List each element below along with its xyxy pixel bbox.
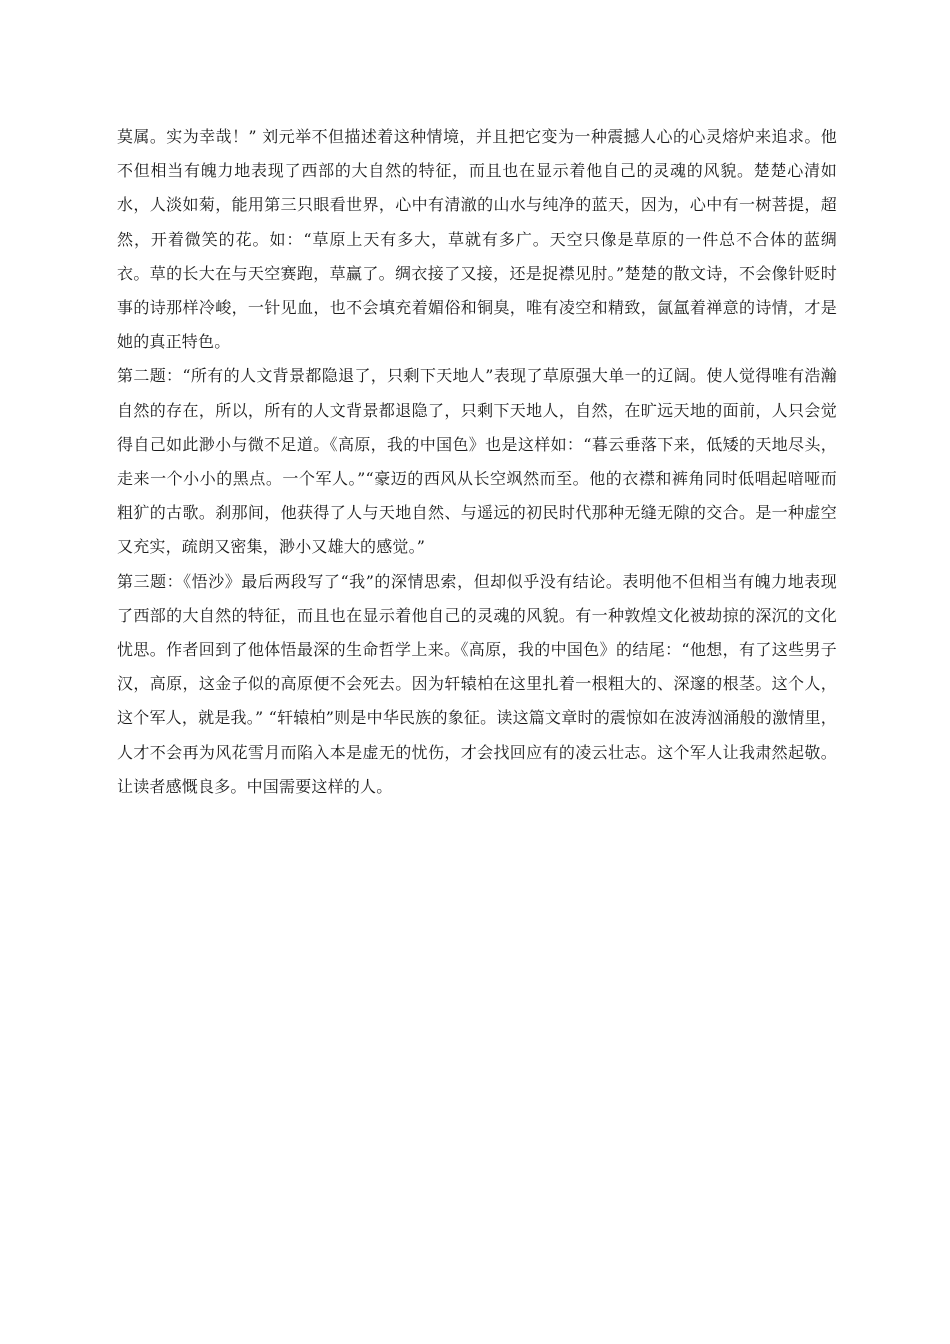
paragraph-1: 莫属。实为幸哉！” 刘元举不但描述着这种情境，并且把它变为一种震撼人心的心灵熔炉来追求。他不但相当有魄力地表现了西部的大自然的特征，而且也在显示着他自己的灵魂的风貌。楚楚心清如水，人淡如菊，能用第三只眼看世界，心中有清澈的山水与纯净的蓝天，因为，心中有一树菩提，超然，开着微笑的花。如：“草原上天有多大，草就有多广。天空只像是草原的一件总不合体的蓝绸衣。草的长大在与天空赛跑，草赢了。绸衣接了又接，还是捉襟见肘。”楚楚的散文诗，不会像针贬时事的诗那样冷峻，一针见血，也不会填充着媚俗和铜臭，唯有凌空和精致，氤氲着禅意的诗情，才是她的真正特色。 [117, 127, 837, 352]
paragraph-3: 第三题：《悟沙》最后两段写了“我”的深情思索，但却似乎没有结论。表明他不但相当有魄力地表现了西部的大自然的特征，而且也在显示着他自己的灵魂的风貌。有一种敦煌文化被劫掠的深沉的文化忧思。作者回到了他体悟最深的生命哲学上来。《高原，我的中国色》的结尾：“他想，有了这些男子汉，高原，这金子似的高原便不会死去。因为轩辕柏在这里扎着一根粗大的、深邃的根茎。这个人，这个军人，就是我。” “轩辕柏”则是中华民族的象征。读这篇文章时的震惊如在波涛汹涌般的激情里，人才不会再为风花雪月而陷入本是虚无的忧伤，才会找回应有的凌云壮志。这个军人让我肃然起敬。让读者感慨良多。中国需要这样的人。 [117, 571, 837, 796]
paragraph-2: 第二题：“所有的人文背景都隐退了，只剩下天地人”表现了草原强大单一的辽阔。使人觉得唯有浩瀚自然的存在，所以，所有的人文背景都退隐了，只剩下天地人，自然，在旷远天地的面前，人只会觉得自己如此渺小与微不足道。《高原，我的中国色》也是这样如：“暮云垂落下来，低矮的天地尽头，走来一个小小的黑点。一个军人。”“豪迈的西风从长空飒然而至。他的衣襟和裤角同时低唱起喑哑而粗犷的古歌。刹那间，他获得了人与天地自然、与遥远的初民时代那种无缝无隙的交合。是一种虚空又充实，疏朗又密集，渺小又雄大的感觉。” [117, 366, 837, 557]
document-body [117, 120, 837, 804]
